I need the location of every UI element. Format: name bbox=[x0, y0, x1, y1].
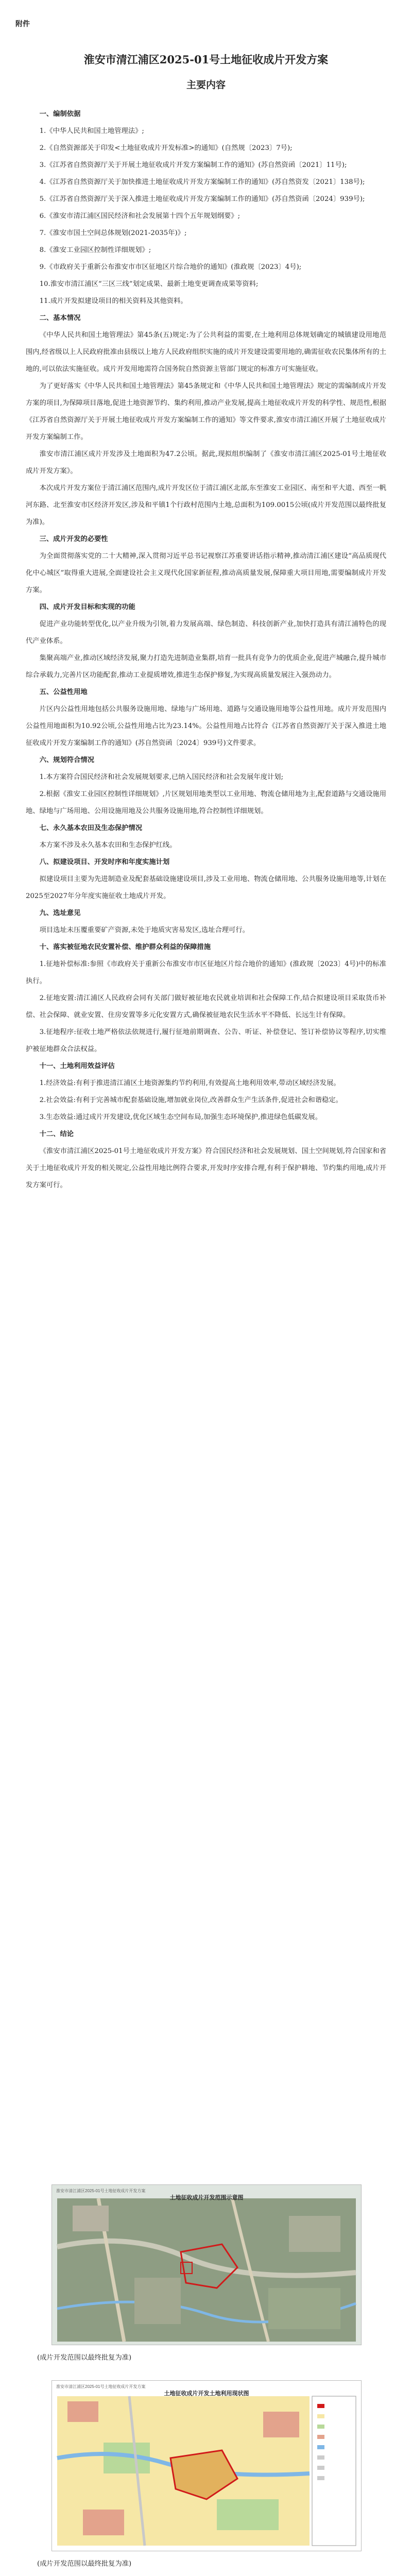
section-heading: 二、基本情况 bbox=[39, 314, 81, 322]
section-heading: 五、公益性用地 bbox=[39, 688, 88, 696]
figure-title: 土地征收成片开发范围示意图 bbox=[169, 2195, 244, 2201]
section-heading: 七、永久基本农田及生态保护情况 bbox=[39, 824, 143, 832]
figure-caption: (成片开发范围以最终批复为准) bbox=[37, 2560, 132, 2568]
section-paragraph: 拟建设项目主要为先进制造业及配套基础设施建设项目,涉及工业用地、物流仓储用地、公共服务设施用地等,计划在2025至2027年分年度实施征收土地成片开发。 bbox=[26, 875, 386, 900]
section-paragraph: 4.《江苏省自然资源厅关于加快推进土地征收成片开发方案编制工作的通知》(苏自然资发〔2021〕138号); bbox=[39, 178, 365, 186]
landuse-map-image bbox=[52, 2381, 361, 2551]
section-paragraph: 片区内公益性用地包括公共服务设施用地、绿地与广场用地、道路与交通设施用地等公益性用地。成片开发范围内公益性用地面积为10.92公顷,公益性用地占比为23.14%。公益性用地占比符合《江苏省自然资源厅关于深入推进土地征收成片开发方案编制工作的通知》(苏自然资函〔2024〕939号)文件要求。 bbox=[26, 705, 386, 747]
section-heading: 九、选址意见 bbox=[39, 909, 81, 917]
section-paragraph: 5.《江苏省自然资源厅关于深入推进土地征收成片开发方案编制工作的通知》(苏自然资函〔2024〕939号); bbox=[39, 195, 365, 203]
section-heading: 十一、土地利用效益评估 bbox=[39, 1062, 115, 1070]
section-paragraph: 3.《江苏省自然资源厅关于开展土地征收成片开发方案编制工作的通知》(苏自然资函〔2021〕11号); bbox=[39, 161, 347, 169]
section-paragraph: 《淮安市清江浦区2025-01号土地征收成片开发方案》符合国民经济和社会发展规划、国土空间规划,符合国家和省关于土地征收成片开发的相关规定,公益性用地比例符合要求,开发时序安排合理,有利于保护耕地、节约集约用地,成片开发方案可行。 bbox=[26, 1147, 386, 1189]
section-paragraph: 《中华人民共和国土地管理法》第45条(五)规定:为了公共利益的需要,在土地利用总体规划确定的城镇建设用地范围内,经省级以上人民政府批准由县级以上地方人民政府组织实施的成片开发建设需要用地的,确需征收农民集体所有的土地的,可以依法实施征收。成片开发用地需符合国务院自然资源主管部门规定的标准方可实施征收。 bbox=[26, 331, 386, 373]
section-paragraph: 1.《中华人民共和国土地管理法》; bbox=[39, 127, 144, 135]
section-paragraph: 本次成片开发方案位于清江浦区范围内,成片开发区位于清江浦区北部,东至淮安工业园区、南至和平大道、西至一帆河东路、北至淮安市区经济开发区,涉及和平镇1个行政村范围内土地,总面积为109.0015公顷(成片开发范围以最终批复为准)。 bbox=[26, 484, 386, 526]
section-paragraph: 本方案不涉及永久基本农田和生态保护红线。 bbox=[39, 841, 177, 849]
figure-title: 土地征收成片开发土地利用现状图 bbox=[164, 2391, 249, 2397]
document-subtitle: 主要内容 bbox=[186, 79, 226, 91]
section-paragraph: 集聚高端产业,推动区域经济发展,聚力打造先进制造业集群,培育一批具有竞争力的优质企业,促进产城融合,提升城市综合承载力,完善片区功能配套,推动工业提质增效,推进生态保护修复,为实现高质量发展注入强劲动力。 bbox=[26, 654, 386, 679]
section-paragraph: 淮安市清江浦区成片开发涉及土地面积为47.2公顷。据此,现拟组织编制了《淮安市清江浦区2025-01号土地征收成片开发方案》。 bbox=[26, 450, 386, 475]
section-paragraph: 2.征地安置:清江浦区人民政府会同有关部门做好被征地农民就业培训和社会保障工作,结合拟建设项目采取货币补偿、社会保障、就业安置、住房安置等多元化安置方式,确保被征地农民生活水平不降低、长远生计有保障。 bbox=[26, 994, 386, 1019]
section-paragraph: 3.生态效益:通过成片开发建设,优化区域生态空间布局,加强生态环境保护,推进绿色低碳发展。 bbox=[39, 1113, 322, 1121]
section-paragraph: 1.本方案符合国民经济和社会发展规划要求,已纳入国民经济和社会发展年度计划; bbox=[39, 773, 284, 781]
section-paragraph: 2.《自然资源部关于印发<土地征收成片开发标准>的通知》(自然规〔2023〕7号); bbox=[39, 144, 293, 152]
section-paragraph: 促进产业功能转型优化,以产业升级为引领,着力发展高端、绿色制造、科技创新产业,加快打造具有清江浦特色的现代产业体系。 bbox=[26, 620, 386, 645]
section-heading: 十、落实被征地农民安置补偿、维护群众利益的保障措施 bbox=[39, 943, 211, 951]
section-paragraph: 2.根据《淮安工业园区控制性详细规划》,片区规划用地类型以工业用地、物流仓储用地为主,配套道路与交通设施用地、绿地与广场用地、公用设施用地及公共服务设施用地,符合控制性详细规划。 bbox=[26, 790, 386, 815]
section-heading: 四、成片开发目标和实现的功能 bbox=[39, 603, 135, 611]
section-paragraph: 1.经济效益:有利于推进清江浦区土地资源集约节约利用,有效提高土地利用效率,带动区域经济发展。 bbox=[39, 1079, 340, 1087]
section-paragraph: 1.征地补偿标准:参照《市政府关于重新公布淮安市市区征地区片综合地价的通知》(淮政规〔2023〕4号)中的标准执行。 bbox=[26, 960, 386, 985]
document-title: 淮安市清江浦区2025-01号土地征收成片开发方案 bbox=[83, 53, 329, 66]
section-paragraph: 9.《市政府关于重新公布淮安市市区征地区片综合地价的通知》(淮政规〔2023〕4号); bbox=[39, 263, 302, 271]
document-body bbox=[26, 106, 386, 1194]
section-heading: 六、规划符合情况 bbox=[39, 756, 94, 764]
section-paragraph: 11.成片开发拟建设项目的相关资料及其他资料。 bbox=[39, 297, 187, 305]
section-heading: 三、成片开发的必要性 bbox=[39, 535, 108, 543]
section-heading: 十二、结论 bbox=[39, 1130, 74, 1138]
section-paragraph: 2.社会效益:有利于完善城市配套基础设施,增加就业岗位,改善群众生产生活条件,促进社会和谐稳定。 bbox=[39, 1096, 342, 1104]
section-paragraph: 10.淮安市清江浦区“三区三线”划定成果、最新土地变更调查成果等资料; bbox=[39, 280, 259, 288]
section-paragraph: 项目选址未压覆重要矿产资源,未处于地质灾害易发区,选址合理可行。 bbox=[39, 926, 249, 934]
section-heading: 八、拟建设项目、开发时序和年度实施计划 bbox=[39, 858, 170, 866]
figure-brand: 淮安市清江浦区2025-01号土地征收成片开发方案 bbox=[56, 2384, 146, 2389]
figure-landuse-map bbox=[52, 2380, 362, 2551]
section-paragraph: 8.《淮安工业园区控制性详细规划》; bbox=[39, 246, 151, 254]
section-heading: 一、编制依据 bbox=[39, 110, 81, 118]
figure-scope-map bbox=[52, 2184, 362, 2345]
section-paragraph: 为了更好落实《中华人民共和国土地管理法》第45条规定和《中华人民共和国土地管理法》规定的需编制成片开发方案的项目,为保障项目落地,促进土地资源节约、集约利用,推动产业发展,提高土地征收成片开发的科学性、规范性,根据《江苏省自然资源厅关于开展土地征收成片开发方案编制工作的通知》等文件要求,淮安市清江浦区开展了土地征收成片开发方案编制工作。 bbox=[26, 382, 386, 441]
figure-caption: (成片开发范围以最终批复为准) bbox=[37, 2354, 132, 2362]
section-paragraph: 为全面贯彻落实党的二十大精神,深入贯彻习近平总书记视察江苏重要讲话指示精神,推动清江浦区建设“高品质现代化中心城区”取得重大进展,全面建设社会主义现代化国家新征程,推动高质量发展,保障重大项目用地,需要编制成片开发方案。 bbox=[26, 552, 386, 594]
attachment-label: 附件 bbox=[15, 20, 30, 28]
section-paragraph: 6.《淮安市清江浦区国民经济和社会发展第十四个五年规划纲要》; bbox=[39, 212, 241, 220]
section-paragraph: 7.《淮安市国土空间总体规划(2021-2035年)》; bbox=[39, 229, 187, 237]
section-paragraph: 3.征地程序:征收土地严格依法依规进行,履行征地前期调查、公告、听证、补偿登记、签订补偿协议等程序,切实维护被征地群众合法权益。 bbox=[26, 1028, 386, 1053]
figure-brand: 淮安市清江浦区2025-01号土地征收成片开发方案 bbox=[56, 2189, 146, 2193]
satellite-map-image bbox=[52, 2185, 361, 2345]
